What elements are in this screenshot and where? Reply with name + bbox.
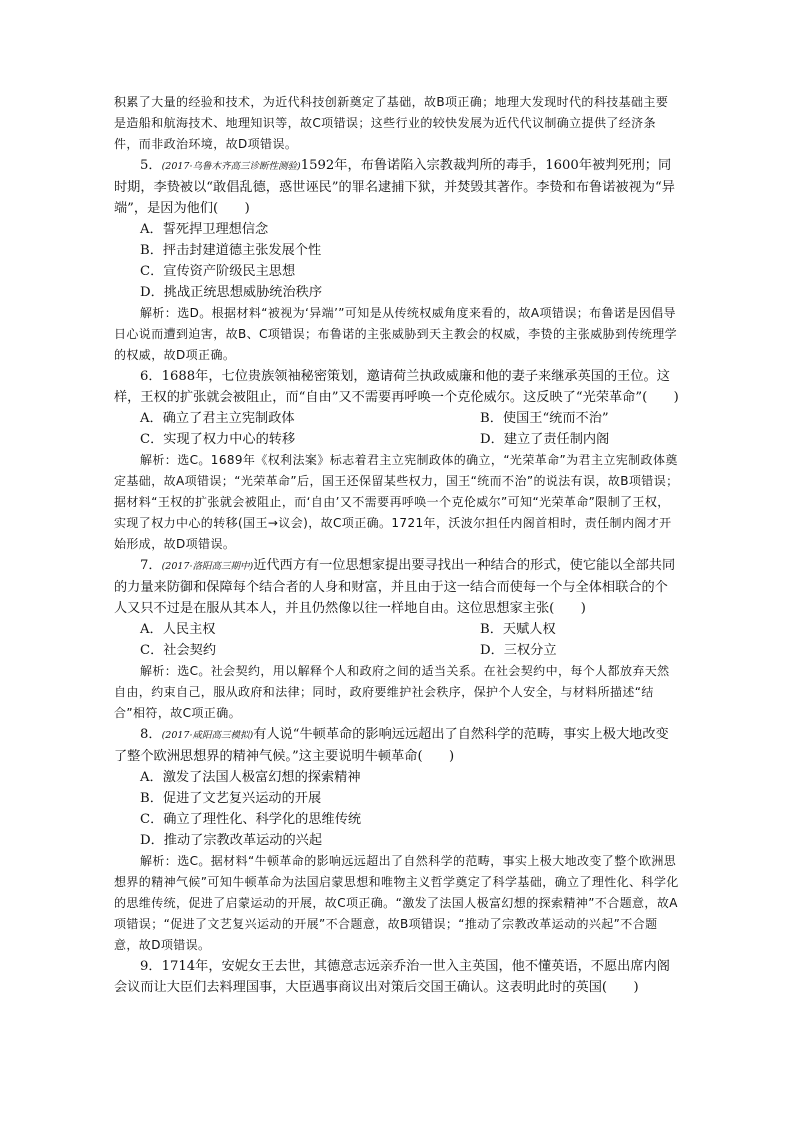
question-text: 有人说“牛顿革命的影响远远超出了自然科学的范畴，事实上极大地改变了整个欧洲思想界的精神气候。”这主要说明牛顿革命( ) bbox=[114, 727, 669, 764]
question-8 bbox=[114, 724, 680, 956]
question-explanation: 解析：选D。根据材料“被视为‘异端’”可知是从传统权威角度来看的，故A项错误；布鲁诺是因倡导日心说而遭到迫害，故B、C项错误；布鲁诺的主张威胁到天主教会的权威，李贽的主张威胁到传统理学的权威，故D项正确。 bbox=[114, 306, 678, 362]
option-b: B．促进了文艺复兴运动的开展 bbox=[140, 791, 322, 806]
question-text: 1688年，七位贵族领袖秘密策划，邀请荷兰执政威廉和他的妻子来继承英国的王位。这样，王权的扩张就会被阻止，而“自由”又不需要再呼唤一个克伦威尔。这反映了“光荣革命”( ) bbox=[114, 369, 679, 405]
question-explanation: 解析：选C。社会契约，用以解释个人和政府之间的适当关系。在社会契约中，每个人都放弃天然自由，约束自己，服从政府和法律；同时，政府要维护社会秩序，保护个人安全，与材料所描述“结合”相符，故C项正确。 bbox=[114, 664, 670, 720]
question-stem bbox=[114, 555, 680, 619]
option-c: C．宣传资产阶级民主思想 bbox=[140, 264, 296, 279]
option-c: C．实现了权力中心的转移 bbox=[140, 432, 296, 447]
options-row bbox=[114, 619, 680, 640]
options-row bbox=[114, 640, 680, 661]
option-c: C．社会契约 bbox=[140, 643, 217, 658]
question-text: 1592年，布鲁诺陷入宗教裁判所的毒手，1600年被判死刑；同时期，李贽被以“敢倡乱德，惑世诬民”的罪名逮捕下狱，并焚毁其著作。李贽和布鲁诺被视为“异端”，是因为他们( ) bbox=[114, 158, 675, 216]
question-number: 5． bbox=[140, 158, 162, 173]
question-stem bbox=[114, 956, 680, 998]
option-a: A．激发了法国人极富幻想的探索精神 bbox=[140, 770, 361, 785]
question-number: 8． bbox=[140, 727, 162, 742]
question-stem bbox=[114, 724, 680, 767]
question-6 bbox=[114, 366, 680, 555]
option-d: D．三权分立 bbox=[480, 643, 557, 658]
question-stem bbox=[114, 366, 680, 408]
question-source: (2017·洛阳高三期中) bbox=[161, 561, 254, 572]
intro-explanation: 积累了大量的经验和技术，为近代科技创新奠定了基础，故B项正确；地理大发现时代的科技基础主要是造船和航海技术、地理知识等，故C项错误；这些行业的较快发展为近代代议制确立提供了经济条件，而非政治环境，故D项错误。 bbox=[114, 95, 669, 151]
question-7 bbox=[114, 555, 680, 724]
option-b: B．天赋人权 bbox=[480, 622, 556, 637]
option-c: C．确立了理性化、科学化的思维传统 bbox=[140, 812, 362, 827]
question-9 bbox=[114, 956, 680, 998]
question-explanation: 解析：选C。1689年《权利法案》标志着君主立宪制政体的确立，“光荣革命”为君主立宪制政体奠定基础，故A项错误；“光荣革命”后，国王还保留某些权力，国王“统而不治”的说法有误，故B项错误；据材料“王权的扩张就会被阻止，而‘自由’又不需要再呼唤一个克伦威尔”可知“光荣革命”限制了王权，实现了权力中心的转移(国王→议会)，故C项正确。1721年，沃波尔担任内阁首相时，责任制内阁才开始形成，故D项错误。 bbox=[114, 453, 679, 551]
options-row bbox=[114, 429, 680, 450]
option-a: A．确立了君主立宪制政体 bbox=[140, 411, 295, 426]
question-text: 近代西方有一位思想家提出要寻找出一种结合的形式，使它能以全部共同的力量来防御和保障每个结合者的人身和财富，并且由于这一结合而使每一个与全体相联合的个人又只不过是在服从其本人，并且仍然像以往一样地自由。这位思想家主张( ) bbox=[114, 558, 676, 616]
document-page bbox=[114, 92, 680, 998]
question-number: 7． bbox=[140, 558, 162, 573]
option-a: A．誓死捍卫理想信念 bbox=[140, 222, 269, 237]
question-number: 9． bbox=[140, 959, 162, 974]
option-b: B．抨击封建道德主张发展个性 bbox=[140, 243, 322, 258]
question-source: (2017·乌鲁木齐高三诊断性测验) bbox=[161, 161, 301, 172]
option-d: D．挑战正统思想威胁统治秩序 bbox=[140, 285, 323, 300]
question-text: 1714年，安妮女王去世，其德意志远亲乔治一世入主英国，他不懂英语，不愿出席内阁会议而让大臣们去料理国事，大臣遇事商议出对策后交国王确认。这表明此时的英国( ) bbox=[114, 959, 670, 995]
question-5 bbox=[114, 155, 680, 366]
option-d: D．推动了宗教改革运动的兴起 bbox=[140, 833, 323, 848]
question-source: (2017·咸阳高三模拟) bbox=[161, 730, 254, 741]
question-number: 6． bbox=[140, 369, 162, 384]
question-explanation: 解析：选C。据材料“牛顿革命的影响远远超出了自然科学的范畴，事实上极大地改变了整个欧洲思想界的精神气候”可知牛顿革命为法国启蒙思想和唯物主义哲学奠定了科学基础，确立了理性化、科学化的思维传统，促进了启蒙运动的开展，故C项正确。“激发了法国人极富幻想的探索精神”不合题意，故A项错误；“促进了文艺复兴运动的开展”不合题意，故B项错误；“推动了宗教改革运动的兴起”不合题意，故D项错误。 bbox=[114, 854, 679, 952]
option-a: A．人民主权 bbox=[140, 622, 216, 637]
option-b: B．使国王“统而不治” bbox=[480, 411, 609, 426]
option-d: D．建立了责任制内阁 bbox=[480, 432, 610, 447]
question-stem bbox=[114, 155, 680, 219]
options-row bbox=[114, 408, 680, 429]
